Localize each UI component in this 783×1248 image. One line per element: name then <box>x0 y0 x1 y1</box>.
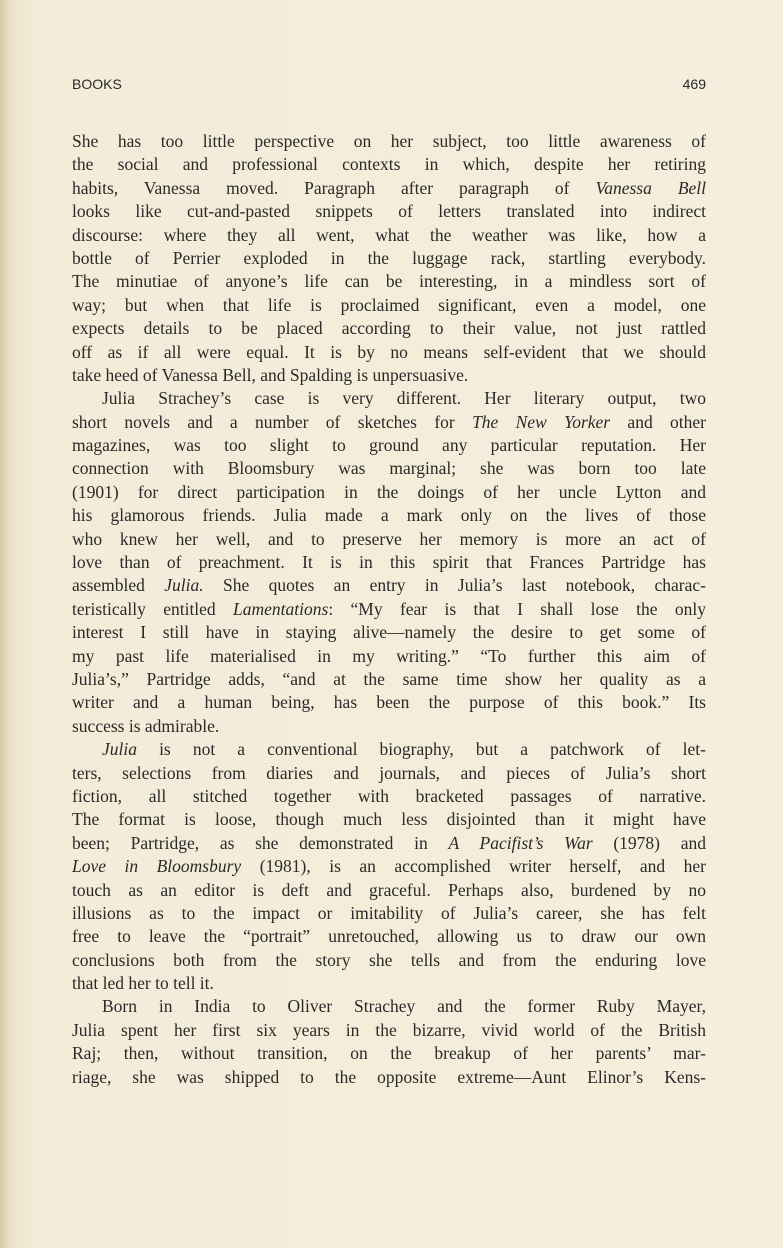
text-run: is not a conventional biography, but a patchwork of let- <box>137 739 706 760</box>
italic-title: Love in Bloomsbury <box>72 856 242 877</box>
text-line <box>72 645 706 668</box>
text-line <box>72 598 706 621</box>
italic-title: A Pacifist’s War <box>448 832 593 853</box>
text-line <box>72 574 706 597</box>
text-run: magazines, was too slight to ground any particular reputation. Her <box>72 435 706 456</box>
italic-title: Vanessa Bell <box>595 177 706 198</box>
page-gutter-shadow <box>0 0 10 1248</box>
text-run: Julia’s,” Partridge adds, “and at the same time show her quality as a <box>72 668 706 689</box>
text-run: riage, she was shipped to the opposite extreme—Aunt Elinor’s Kens- <box>72 1066 706 1087</box>
text-run: expects details to be placed according to their value, not just rattled <box>72 318 706 339</box>
italic-title: The New Yorker <box>472 411 611 432</box>
text-run: habits, Vanessa moved. Paragraph after paragraph of <box>72 177 596 198</box>
text-line <box>72 808 706 831</box>
text-run: Raj; then, without transition, on the breakup of her parents’ mar- <box>72 1043 706 1064</box>
text-line <box>72 879 706 902</box>
text-line <box>72 387 706 410</box>
italic-title: Lamentations <box>233 598 329 619</box>
text-run: Julia Strachey’s case is very different. Her literary output, two <box>102 388 706 409</box>
text-line <box>72 762 706 785</box>
text-line <box>72 411 706 434</box>
text-line <box>72 528 706 551</box>
text-line <box>72 621 706 644</box>
text-run: my past life materialised in my writing.” “To further this aim of <box>72 645 706 666</box>
text-run: love than of preachment. It is in this spirit that Frances Partridge has <box>72 552 706 573</box>
text-line <box>72 481 706 504</box>
text-line <box>72 1042 706 1065</box>
text-run: discourse: where they all went, what the weather was like, how a <box>72 224 706 245</box>
text-run: who knew her well, and to preserve her memory is more an act of <box>72 528 706 549</box>
text-line <box>72 668 706 691</box>
text-line <box>72 504 706 527</box>
text-run: fiction, all stitched together with bracketed passages of narrative. <box>72 785 706 806</box>
text-run: connection with Bloomsbury was marginal; she was born too late <box>72 458 706 479</box>
text-run: (1901) for direct participation in the doings of her uncle Lytton and <box>72 481 706 502</box>
running-head <box>72 76 706 96</box>
review-body-text <box>72 130 706 1089</box>
text-line <box>72 902 706 925</box>
paragraph <box>72 738 706 995</box>
text-run: bottle of Perrier exploded in the luggage rack, startling everybody. <box>72 247 706 268</box>
text-run: short novels and a number of sketches for <box>72 411 473 432</box>
text-run: illusions as to the impact or imitability of Julia’s career, she has felt <box>72 902 706 923</box>
text-run: interest I still have in staying alive—namely the desire to get some of <box>72 622 706 643</box>
text-line <box>72 738 706 761</box>
text-line <box>72 972 706 995</box>
text-line <box>72 130 706 153</box>
paragraph <box>72 387 706 738</box>
text-run: and other <box>610 411 706 432</box>
text-run: assembled <box>72 575 165 596</box>
page-number: 469 <box>682 76 706 92</box>
text-run: Born in India to Oliver Strachey and the former Ruby Mayer, <box>102 996 706 1017</box>
text-line <box>72 855 706 878</box>
text-run: his glamorous friends. Julia made a mark only on the lives of those <box>72 505 706 526</box>
text-line <box>72 785 706 808</box>
text-line <box>72 177 706 200</box>
text-run: been; Partridge, as she demonstrated in <box>72 832 449 853</box>
text-run: conclusions both from the story she tells and from the enduring love <box>72 949 706 970</box>
text-run: looks like cut-and-pasted snippets of letters translated into indirect <box>72 201 706 222</box>
text-line <box>72 434 706 457</box>
text-line <box>72 317 706 340</box>
text-line <box>72 457 706 480</box>
text-line <box>72 1019 706 1042</box>
text-run: ters, selections from diaries and journals, and pieces of Julia’s short <box>72 762 706 783</box>
text-line <box>72 925 706 948</box>
text-line <box>72 1066 706 1089</box>
text-run: the social and professional contexts in which, despite her retiring <box>72 154 706 175</box>
italic-title: Julia <box>102 739 137 760</box>
text-run: teristically entitled <box>72 598 234 619</box>
text-run: Julia spent her first six years in the bizarre, vivid world of the British <box>72 1019 706 1040</box>
text-line <box>72 224 706 247</box>
text-line <box>72 200 706 223</box>
text-line <box>72 949 706 972</box>
text-run: The format is loose, though much less disjointed than it might have <box>72 809 706 830</box>
text-line <box>72 270 706 293</box>
text-line <box>72 341 706 364</box>
running-head-section: BOOKS <box>72 76 122 92</box>
paragraph <box>72 995 706 1089</box>
text-run: She quotes an entry in Julia’s last notebook, charac- <box>203 575 706 596</box>
text-line <box>72 294 706 317</box>
text-line <box>72 715 706 738</box>
paragraph <box>72 130 706 387</box>
text-line <box>72 832 706 855</box>
text-line <box>72 247 706 270</box>
text-run: : “My fear is that I shall lose the only <box>328 598 706 619</box>
text-line <box>72 153 706 176</box>
text-run: touch as an editor is deft and graceful. Perhaps also, burdened by no <box>72 879 706 900</box>
text-line <box>72 364 706 387</box>
text-run: (1981), is an accomplished writer herself, and her <box>241 856 706 877</box>
text-run: off as if all were equal. It is by no means self-evident that we should <box>72 341 706 362</box>
text-run: that led her to tell it. <box>72 973 214 994</box>
italic-title: Julia. <box>164 575 204 596</box>
text-run: take heed of Vanessa Bell, and Spalding is unpersuasive. <box>72 364 469 385</box>
text-run: (1978) and <box>592 832 706 853</box>
text-run: The minutiae of anyone’s life can be interesting, in a mindless sort of <box>72 271 706 292</box>
text-run: free to leave the “portrait” unretouched, allowing us to draw our own <box>72 926 706 947</box>
text-run: success is admirable. <box>72 715 220 736</box>
text-run: She has too little perspective on her subject, too little awareness of <box>72 131 706 151</box>
text-line <box>72 551 706 574</box>
text-line <box>72 995 706 1018</box>
text-run: way; but when that life is proclaimed significant, even a model, one <box>72 294 706 315</box>
text-line <box>72 691 706 714</box>
text-run: writer and a human being, has been the purpose of this book.” Its <box>72 692 706 713</box>
